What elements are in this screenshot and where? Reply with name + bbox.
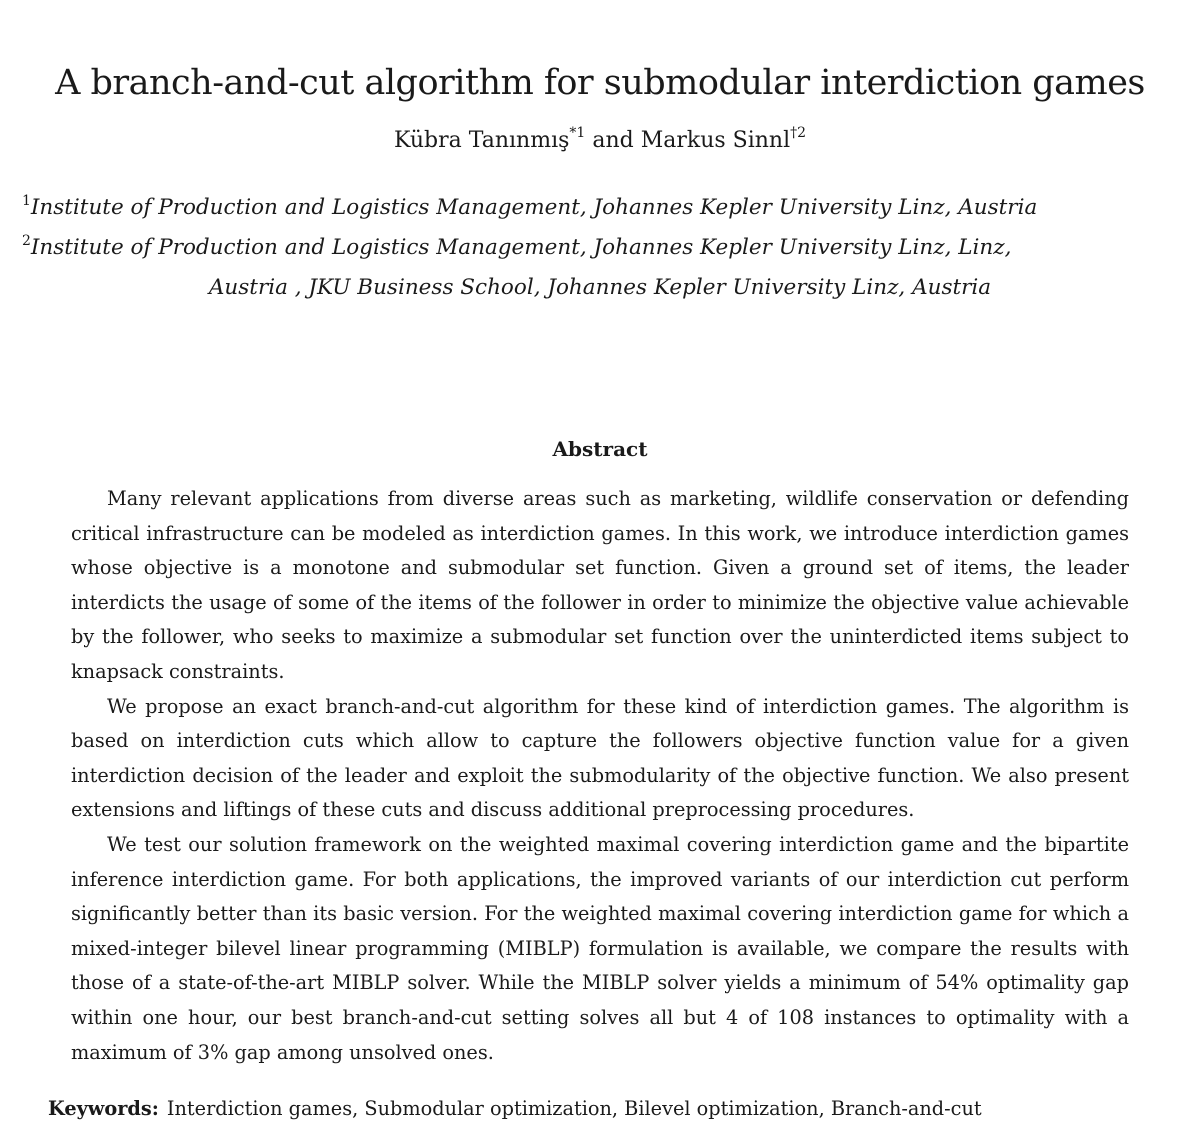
affiliation-number: 2 (22, 233, 31, 249)
author-separator: and (585, 128, 641, 153)
paper-title: A branch-and-cut algorithm for submodular interdiction games (55, 63, 1145, 104)
affiliation-2-continued (0, 268, 1200, 308)
affiliation-number: 1 (22, 193, 31, 209)
author-name: Markus Sinnl (640, 128, 791, 153)
author-name: Kübra Tanınmış (393, 128, 570, 153)
abstract-paragraph: Many relevant applications from diverse areas such as marketing, wildlife conservation or defending critical infrastructure can be modeled as interdiction games. In this work, we introduce interdiction games whose objective is a monotone and submodular set function. Given a ground set of items, the leader interdicts the usage of some of the items of the follower in order to minimize the objective value achievable by the follower, who seeks to maximize a submodular set function over the uninterdicted items subject to knapsack constraints. (71, 487, 1129, 683)
affiliation-2 (22, 228, 1182, 268)
keywords-label: Keywords: (48, 1097, 159, 1120)
abstract-heading: Abstract (552, 437, 648, 461)
keywords-text: Interdiction games, Submodular optimization, Bilevel optimization, Branch-and-cut (166, 1097, 982, 1120)
keywords (48, 1092, 1158, 1126)
author-line (0, 124, 1200, 158)
abstract-paragraph: We propose an exact branch-and-cut algorithm for these kind of interdiction games. The algorithm is based on interdiction cuts which allow to capture the followers objective function value for a given interdiction decision of the leader and exploit the submodularity of the objective function. We also present extensions and liftings of these cuts and discuss additional preprocessing procedures. (71, 694, 1129, 822)
author-marks: †2 (790, 125, 807, 141)
affiliation-1 (22, 188, 1182, 228)
affiliation-text: Austria , JKU Business School, Johannes Kepler University Linz, Austria (208, 275, 992, 300)
abstract-body (71, 482, 1129, 1070)
affiliation-text: Institute of Production and Logistics Management, Johannes Kepler University Linz, Austria (30, 195, 1038, 220)
affiliation-text: Institute of Production and Logistics Management, Johannes Kepler University Linz, Linz, (30, 235, 1012, 260)
author-marks: *1 (569, 125, 586, 141)
abstract-paragraph: We test our solution framework on the weighted maximal covering interdiction game and the bipartite inference interdiction game. For both applications, the improved variants of our interdiction cut perform significantly better than its basic version. For the weighted maximal covering interdiction game for which a mixed-integer bilevel linear programming (MIBLP) formulation is available, we compare the results with those of a state-of-the-art MIBLP solver. While the MIBLP solver yields a minimum of 54% optimality gap within one hour, our best branch-and-cut setting solves all but 4 of 108 instances to optimality with a maximum of 3% gap among unsolved ones. (71, 832, 1129, 1064)
